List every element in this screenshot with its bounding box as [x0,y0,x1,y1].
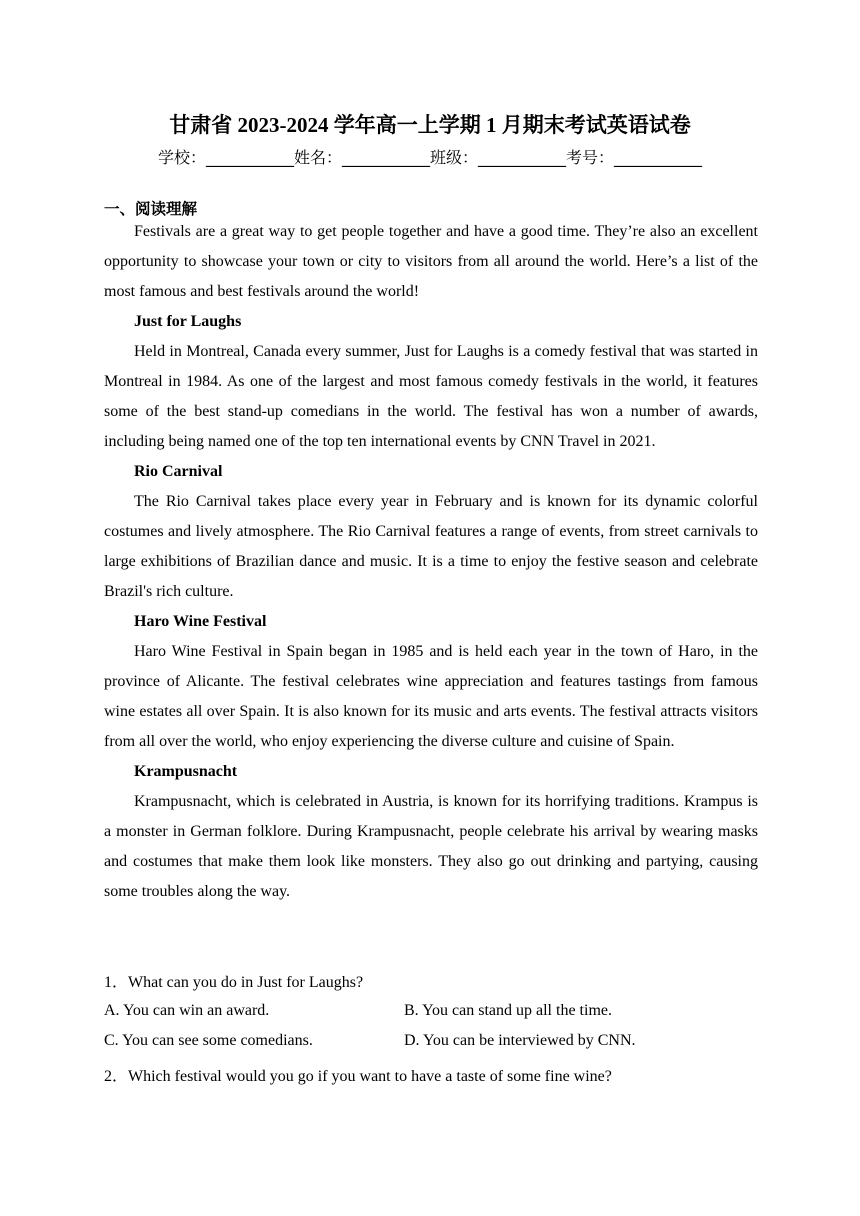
festival-heading: Haro Wine Festival [134,613,267,630]
reading-passage [104,217,758,907]
student-info-line: 学校：___________姓名：___________班级：___________考号：___________ [157,148,702,167]
festival-heading: Krampusnacht [134,763,238,780]
section-heading: 一、阅读理解 [104,200,198,218]
answer-option: B. You can stand up all the time. [404,1002,612,1019]
question-stem: 1．What can you do in Just for Laughs? [104,974,364,991]
festival-heading: Rio Carnival [134,463,223,480]
festival-paragraph: Haro Wine Festival in Spain began in 1985 and is held each year in the town of Haro, in the province of Alicante. The festival celebrates wine appreciation and features tastings from famous wine estates all over Spain. It is also known for its music and arts events. The festival attracts visitors from all over the world, who enjoy experiencing the diverse culture and cuisine of Spain. [104,643,758,750]
festival-paragraph: Held in Montreal, Canada every summer, Just for Laughs is a comedy festival that was started in Montreal in 1984. As one of the largest and most famous comedy festivals in the world, it features some of the best stand-up comedians in the world. The festival has won a number of awards, including being named one of the top ten international events by CNN Travel in 2021. [104,343,758,450]
question-stem: 2．Which festival would you go if you want to have a taste of some fine wine? [104,1068,612,1085]
festival-paragraph: Krampusnacht, which is celebrated in Austria, is known for its horrifying traditions. Krampus is a monster in German folklore. During Krampusnacht, people celebrate his arrival by wearing masks and costumes that make them look like monsters. They also go out drinking and partying, causing some troubles along the way. [104,793,758,900]
passage-intro: Festivals are a great way to get people together and have a good time. They’re also an excellent opportunity to showcase your town or city to visitors from all around the world. Here’s a list of the most famous and best festivals around the world! [104,223,758,300]
answer-option: C. You can see some comedians. [104,1032,313,1049]
answer-option: A. You can win an award. [104,1002,270,1019]
exam-title: 甘肃省 2023-2024 学年高一上学期 1 月期末考试英语试卷 [169,113,691,137]
festival-heading: Just for Laughs [134,313,242,330]
festival-paragraph: The Rio Carnival takes place every year in February and is known for its dynamic colorful costumes and lively atmosphere. The Rio Carnival features a range of events, from street carnivals to large exhibitions of Brazilian dance and music. It is a time to enjoy the festive season and celebrate Brazil's rich culture. [104,493,758,600]
answer-option: D. You can be interviewed by CNN. [404,1032,636,1049]
